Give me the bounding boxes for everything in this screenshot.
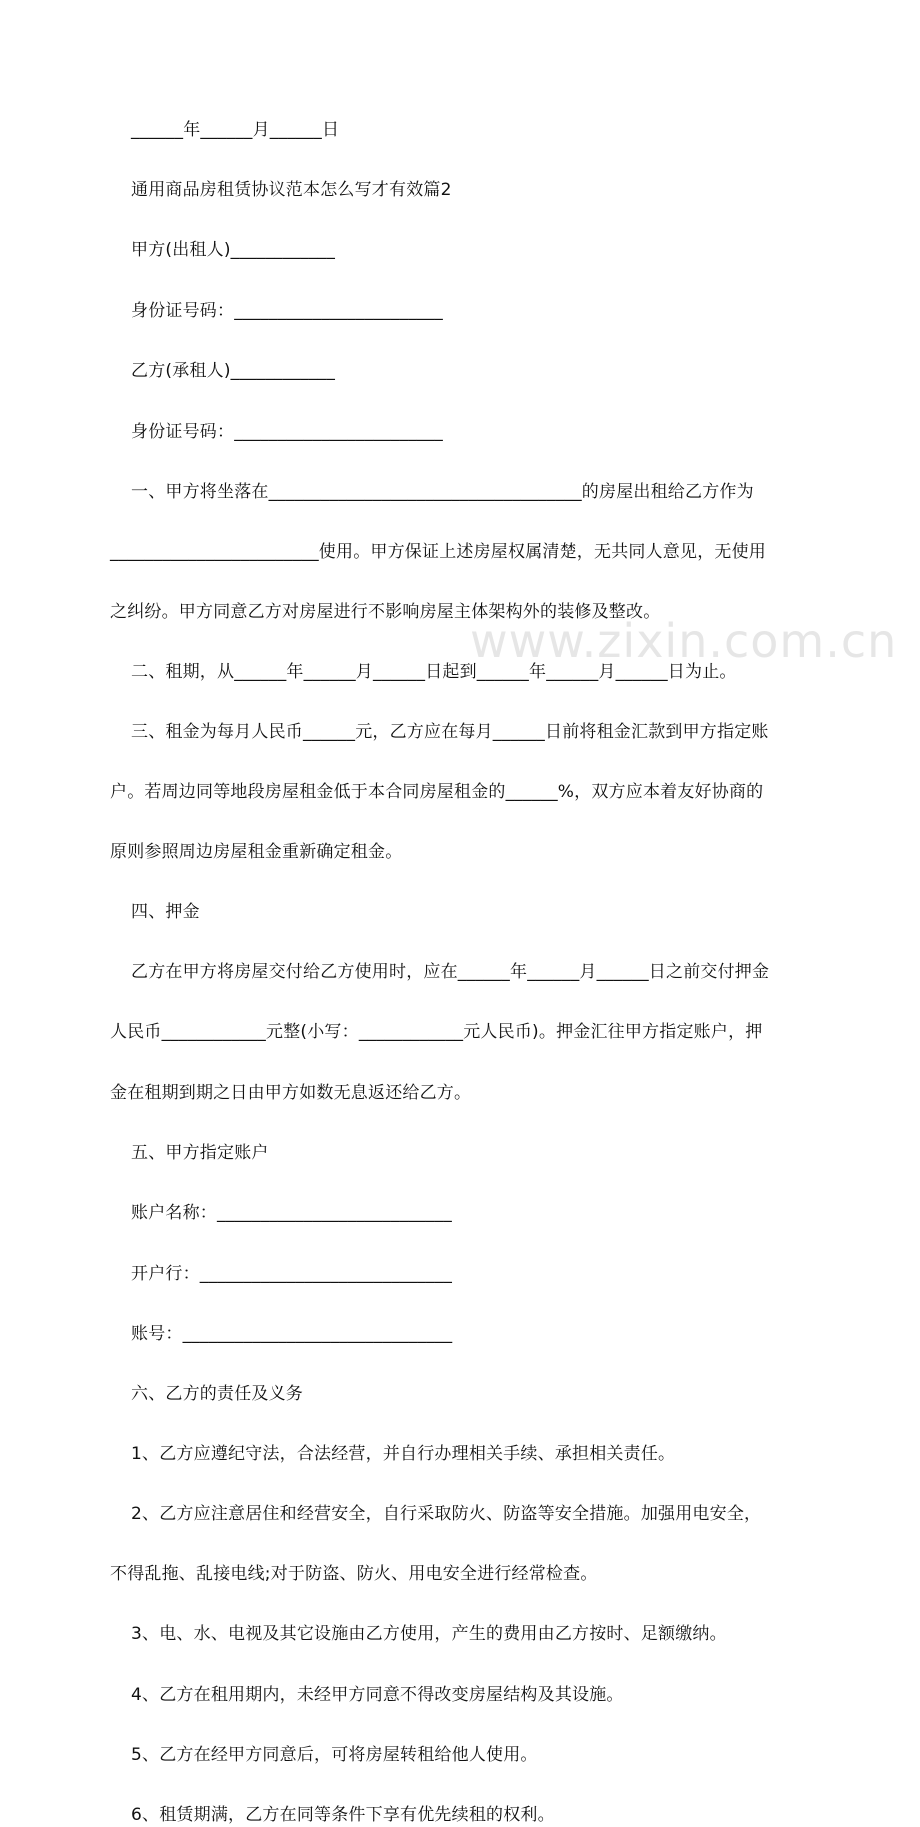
- party-b-id-line: 身份证号码：________________________: [131, 422, 443, 442]
- clause-4-line-1: 乙方在甲方将房屋交付给乙方使用时，应在______年______月______日之前交付押金: [131, 962, 770, 982]
- duty-4-line: 4、乙方在租用期内，未经甲方同意不得改变房屋结构及其设施。: [131, 1685, 624, 1705]
- duty-1-line: 1、乙方应遵纪守法，合法经营，并自行办理相关手续、承担相关责任。: [131, 1444, 676, 1464]
- bank-line: 开户行：_____________________________: [131, 1264, 453, 1284]
- clause-1-line-3: 之纠纷。甲方同意乙方对房屋进行不影响房屋主体架构外的装修及整改。: [110, 602, 661, 622]
- clause-4-line-3: 金在租期到期之日由甲方如数无息返还给乙方。: [110, 1083, 472, 1103]
- clause-3-line-3: 原则参照周边房屋租金重新确定租金。: [110, 842, 403, 862]
- duty-6-line: 6、租赁期满，乙方在同等条件下享有优先续租的权利。: [131, 1805, 555, 1825]
- clause-5-heading: 五、甲方指定账户: [131, 1143, 269, 1163]
- clause-6-heading: 六、乙方的责任及义务: [131, 1384, 303, 1404]
- duty-3-line: 3、电、水、电视及其它设施由乙方使用，产生的费用由乙方按时、足额缴纳。: [131, 1624, 727, 1644]
- party-a-id-line: 身份证号码：________________________: [131, 301, 443, 321]
- clause-2-line: 二、租期，从______年______月______日起到______年______月______日为止。: [131, 662, 737, 682]
- clause-4-heading: 四、押金: [131, 902, 200, 922]
- duty-5-line: 5、乙方在经甲方同意后，可将房屋转租给他人使用。: [131, 1745, 538, 1765]
- section-title: 通用商品房租赁协议范本怎么写才有效篇2: [131, 180, 452, 200]
- clause-3-line-2: 户。若周边同等地段房屋租金低于本合同房屋租金的______%，双方应本着友好协商的: [110, 782, 764, 802]
- watermark-text: www.zixin.com.cn: [470, 614, 898, 668]
- account-number-line: 账号：_______________________________: [131, 1324, 453, 1344]
- party-a-line: 甲方(出租人)____________: [131, 240, 336, 260]
- account-name-line: 账户名称：___________________________: [131, 1203, 452, 1223]
- clause-4-line-2: 人民币____________元整(小写：____________元人民币)。押金汇往甲方指定账户，押: [110, 1022, 763, 1042]
- party-b-line: 乙方(承租人)____________: [131, 361, 336, 381]
- duty-2-line-2: 不得乱拖、乱接电线;对于防盗、防火、用电安全进行经常检查。: [110, 1564, 598, 1584]
- clause-1-line-2: ________________________使用。甲方保证上述房屋权属清楚，无共同人意见，无使用: [110, 542, 766, 562]
- clause-3-line-1: 三、租金为每月人民币______元，乙方应在每月______日前将租金汇款到甲方指定账: [131, 722, 769, 742]
- clause-1-line-1: 一、甲方将坐落在____________________________________的房屋出租给乙方作为: [131, 482, 754, 502]
- duty-2-line-1: 2、乙方应注意居住和经营安全，自行采取防火、防盗等安全措施。加强用电安全，: [131, 1504, 762, 1524]
- date-blank-line: ______年______月______日: [131, 120, 340, 140]
